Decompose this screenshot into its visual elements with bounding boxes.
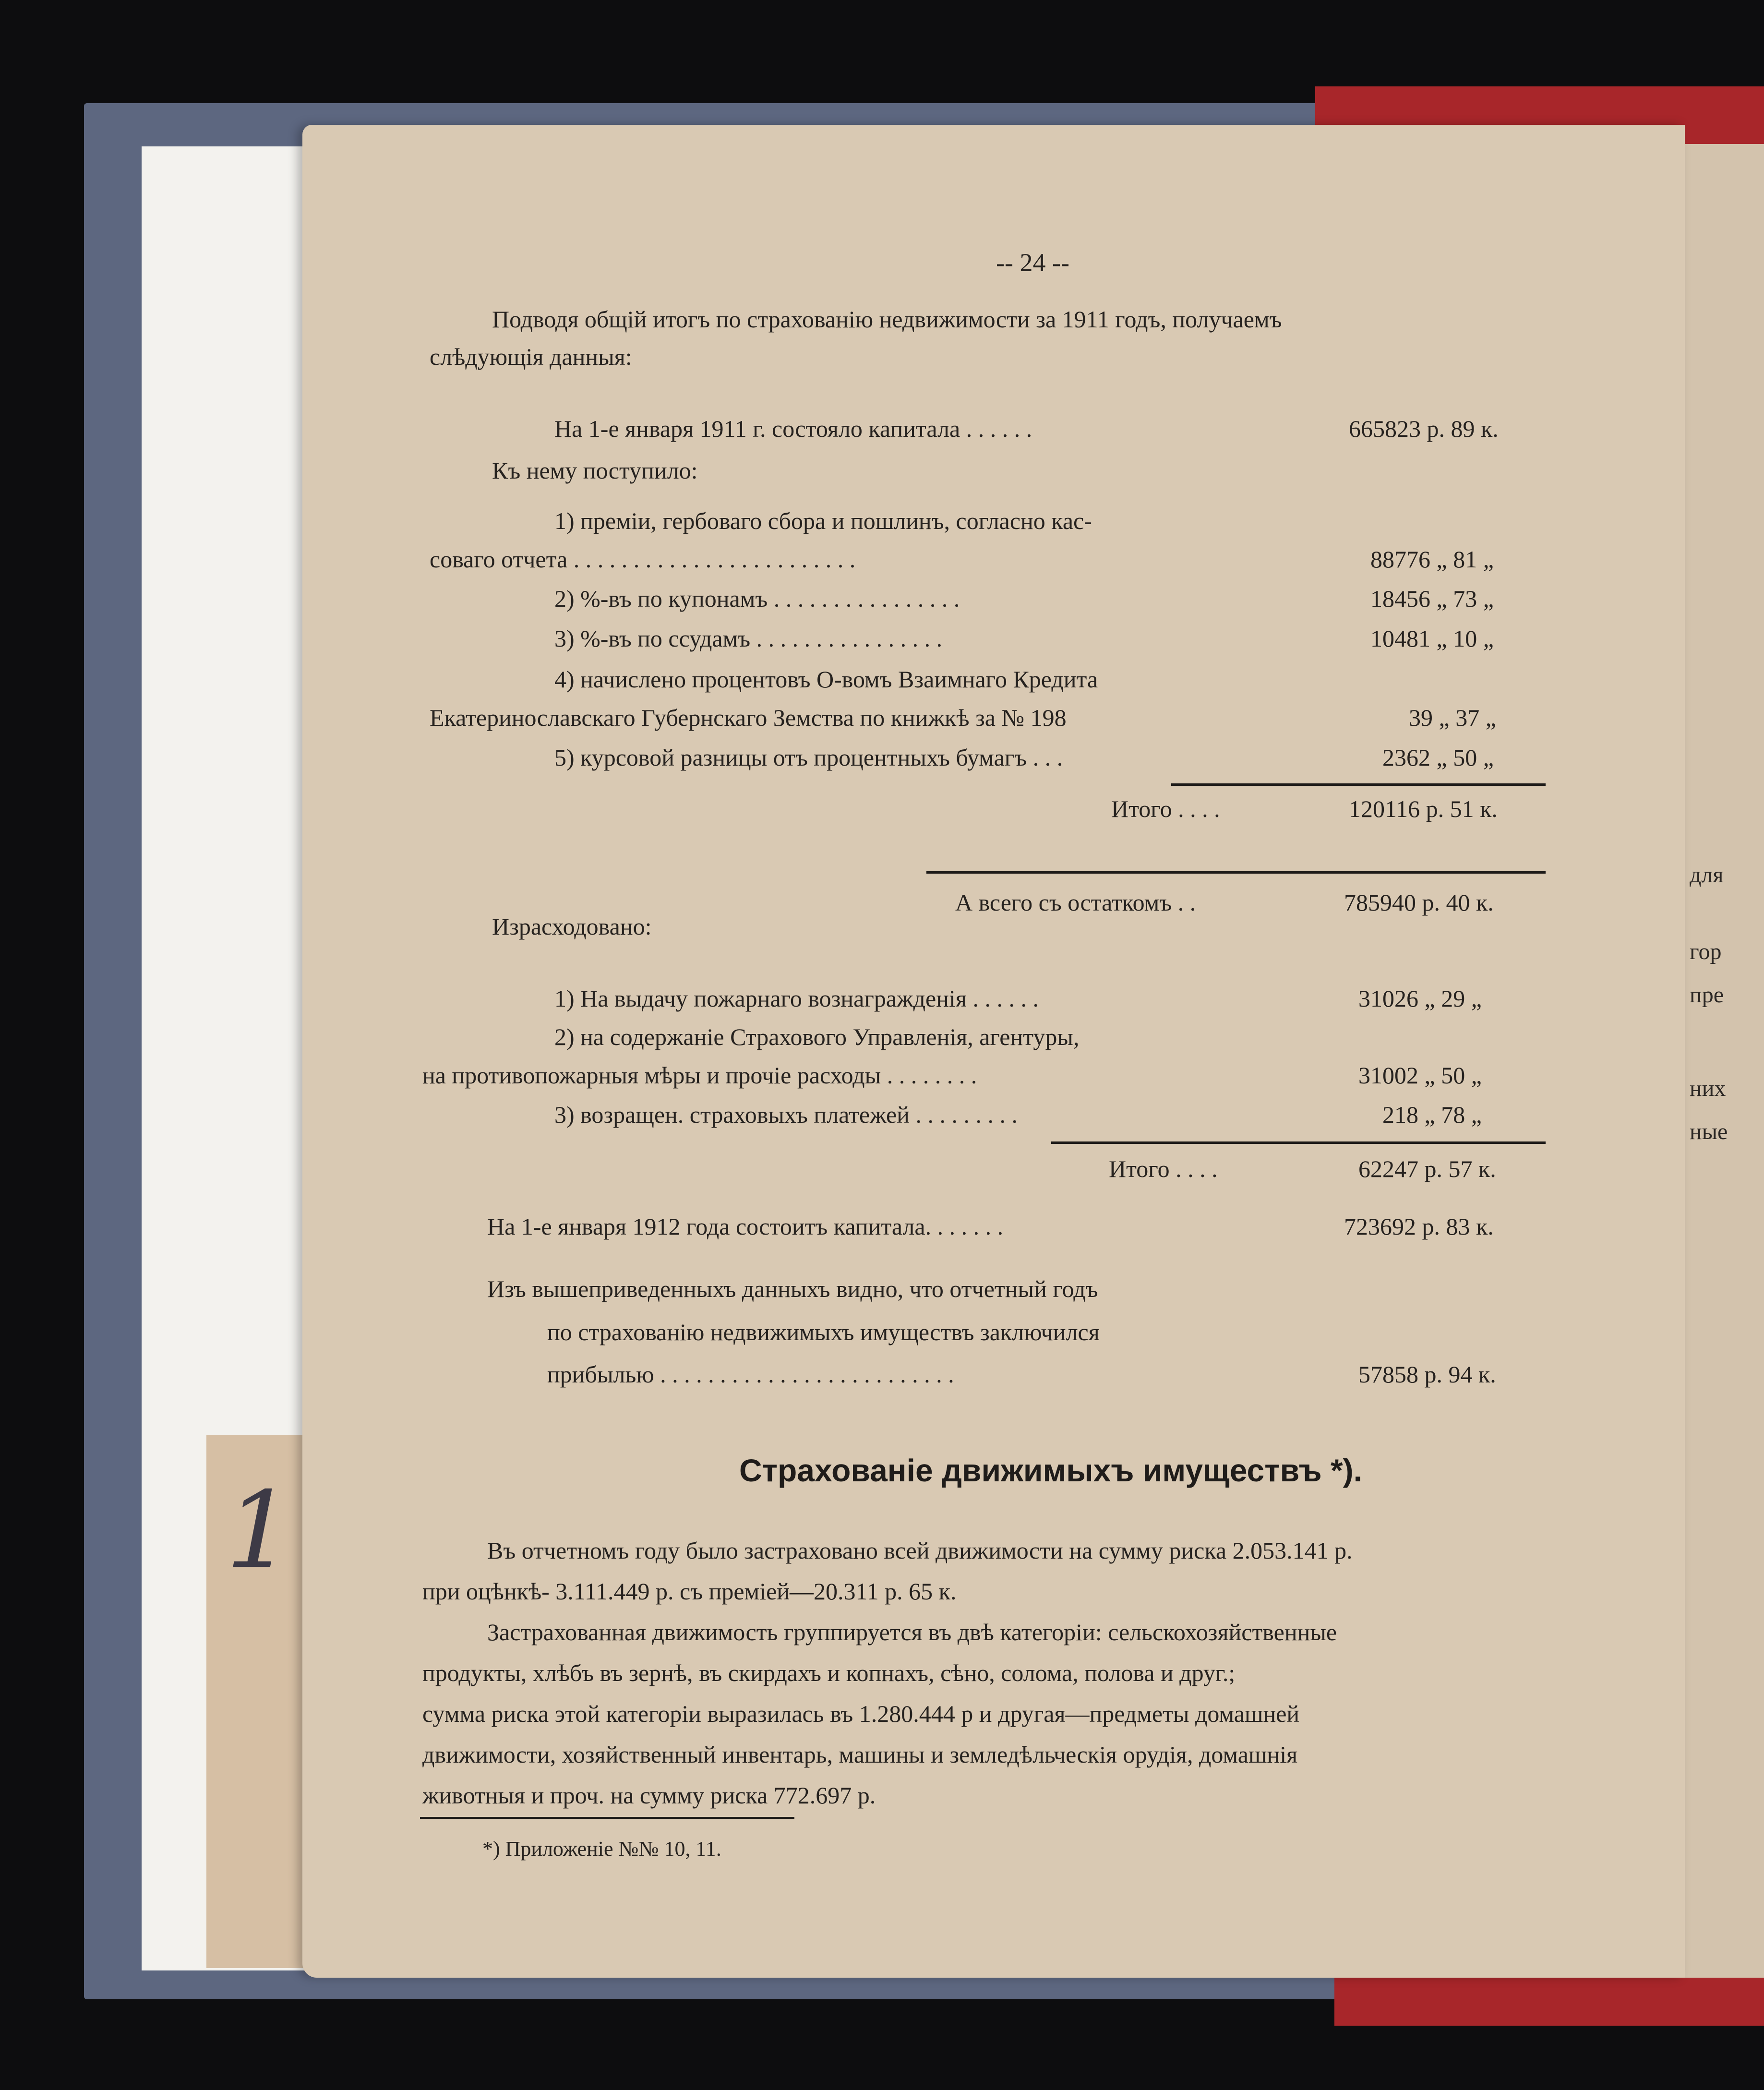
facing-page-fragment: гор	[1690, 939, 1722, 964]
grand-total-label: А всего съ остаткомъ . .	[955, 889, 1196, 916]
facing-page-fragment: них	[1690, 1076, 1726, 1101]
intro-line-1: Подводя общій итогъ по страхованію недвижимости за 1911 годъ, получаемъ	[492, 306, 1282, 333]
handwritten-margin-note: 1	[226, 1469, 293, 1592]
income-item-2-value: 18456 „ 73 „	[1370, 585, 1494, 612]
expense-total-value: 62247 р. 57 к.	[1358, 1155, 1496, 1182]
income-item-1-line-1: 1) преміи, гербоваго сбора и пошлинъ, согласно кас-	[554, 507, 1092, 534]
expense-total-label: Итого . . . .	[1109, 1155, 1218, 1182]
closing-balance-value: 723692 р. 83 к.	[1344, 1213, 1494, 1240]
section-heading: Страхованіе движимыхъ имуществъ *).	[739, 1453, 1362, 1488]
income-header: Къ нему поступило:	[492, 457, 698, 484]
income-item-4-line-1: 4) начислено процентовъ О-вомъ Взаимнаго Кредита	[554, 666, 1098, 693]
expense-item-1-value: 31026 „ 29 „	[1358, 985, 1482, 1012]
intro-line-2: слѣдующія данныя:	[430, 343, 632, 370]
profit-line-1: Изъ вышеприведенныхъ данныхъ видно, что отчетный годъ	[487, 1275, 1098, 1302]
sum-rule	[1051, 1141, 1546, 1144]
income-item-2: 2) %-въ по купонамъ . . . . . . . . . . . . . . . .	[554, 585, 960, 612]
income-item-5: 5) курсовой разницы отъ процентныхъ бумагъ . . .	[554, 744, 1063, 771]
facing-page-fragment: для	[1690, 862, 1724, 888]
income-item-3: 3) %-въ по ссудамъ . . . . . . . . . . . . . . . .	[554, 625, 943, 652]
income-item-4-line-2: Екатеринославскаго Губернскаго Земства по книжкѣ за № 198	[430, 704, 1067, 731]
paragraph-2-line-4: движимости, хозяйственный инвентарь, машины и земледѣльческія орудія, домашнія	[422, 1741, 1298, 1768]
expense-item-1: 1) На выдачу пожарнаго вознагражденія . . . . . .	[554, 985, 1039, 1012]
expense-item-2-value: 31002 „ 50 „	[1358, 1062, 1482, 1089]
income-item-3-value: 10481 „ 10 „	[1370, 625, 1494, 652]
income-item-5-value: 2362 „ 50 „	[1382, 744, 1494, 771]
income-item-1-line-2: соваго отчета . . . . . . . . . . . . . . . . . . . . . . . .	[430, 546, 856, 573]
expense-item-3-value: 218 „ 78 „	[1382, 1101, 1482, 1128]
sum-rule	[1171, 783, 1546, 786]
income-total-label: Итого . . . .	[1111, 795, 1220, 822]
opening-balance-label: На 1-е января 1911 г. состояло капитала . . . . . .	[554, 415, 1032, 442]
cover-red-binding-bottom	[1334, 1973, 1764, 2026]
grand-total-value: 785940 р. 40 к.	[1344, 889, 1494, 916]
paragraph-2-line-1: Застрахованная движимость группируется въ двѣ категоріи: сельскохозяйственные	[487, 1619, 1337, 1646]
opening-balance-value: 665823 р. 89 к.	[1349, 415, 1499, 442]
facing-page	[1675, 144, 1764, 1978]
profit-line-2: по страхованію недвижимыхъ имуществъ заключился	[547, 1319, 1100, 1345]
paragraph-2-line-5: животныя и проч. на сумму риска 772.697 р.	[422, 1782, 876, 1809]
sum-rule	[926, 871, 1546, 874]
profit-value: 57858 р. 94 к.	[1358, 1361, 1496, 1388]
paragraph-2-line-2: продукты, хлѣбъ въ зернѣ, въ скирдахъ и копнахъ, сѣно, солома, полова и друг.;	[422, 1659, 1236, 1686]
paragraph-1-line-1: Въ отчетномъ году было застраховано всей движимости на сумму риска 2.053.141 р.	[487, 1537, 1353, 1564]
profit-line-3: прибылью . . . . . . . . . . . . . . . . . . . . . . . . .	[547, 1361, 954, 1388]
income-item-1-value: 88776 „ 81 „	[1370, 546, 1494, 573]
expense-item-2-line-1: 2) на содержаніе Страхового Управленія, агентуры,	[554, 1023, 1080, 1050]
expense-item-2-line-2: на противопожарныя мѣры и прочіе расходы . . . . . . . .	[422, 1062, 977, 1089]
facing-page-fragment: ные	[1690, 1119, 1728, 1144]
paragraph-2-line-3: сумма риска этой категоріи выразилась въ 1.280.444 р и другая—предметы домашней	[422, 1700, 1300, 1727]
facing-page-fragment: пре	[1690, 982, 1724, 1008]
closing-balance-label: На 1-е января 1912 года состоитъ капитала. . . . . . .	[487, 1213, 1004, 1240]
paragraph-1-line-2: при оцѣнкѣ- 3.111.449 р. съ преміей—20.311 р. 65 к.	[422, 1578, 957, 1605]
page-number: -- 24 --	[996, 248, 1069, 277]
document-page	[302, 125, 1685, 1978]
footnote: *) Приложеніе №№ 10, 11.	[482, 1837, 721, 1861]
income-item-4-value: 39 „ 37 „	[1409, 704, 1496, 731]
footnote-rule	[420, 1817, 794, 1819]
income-total-value: 120116 р. 51 к.	[1349, 795, 1498, 822]
expense-item-3: 3) возращен. страховыхъ платежей . . . . . . . . .	[554, 1101, 1018, 1128]
expense-header: Израсходовано:	[492, 913, 652, 940]
